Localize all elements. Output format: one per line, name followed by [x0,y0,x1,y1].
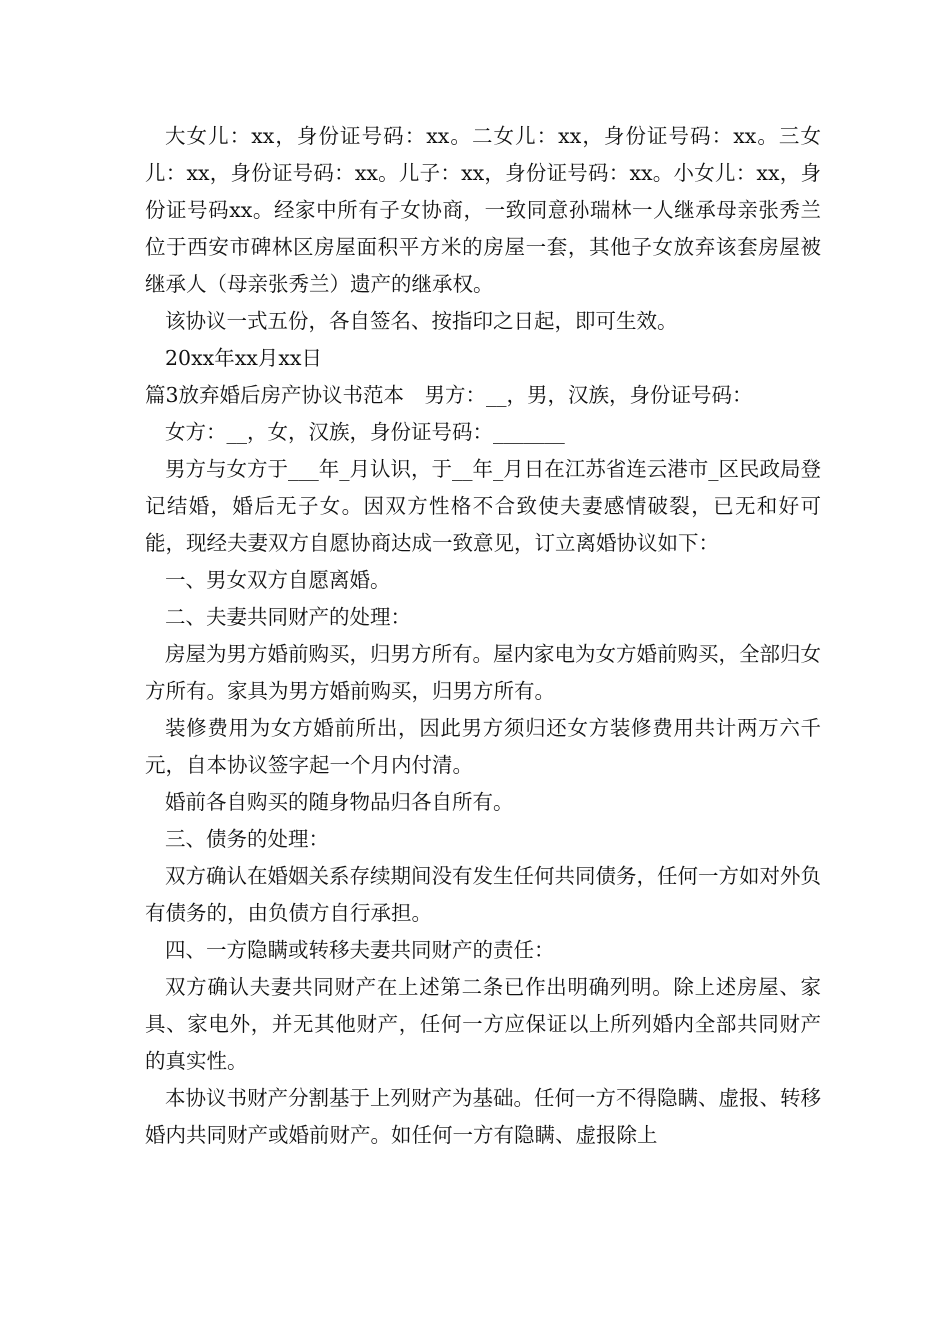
paragraph-marriage-background: 男方与女方于___年_月认识，于__年_月日在江苏省连云港市_区民政局登记结婚，婚后无子女。因双方性格不合致使夫妻感情破裂，已无和好可能，现经夫妻双方自愿协商达成一致意见，订立离婚协议如下： [145,457,821,555]
paragraph-house-property: 房屋为男方婚前购买，归男方所有。屋内家电为女方婚前购买，全部归女方所有。家具为男方婚前购买，归男方所有。 [145,642,821,703]
clause-2-heading: 二、夫妻共同财产的处理： [165,605,411,629]
section-title-template-3: 篇3放弃婚后房产协议书范本 男方：__，男，汉族，身份证号码： [145,383,753,407]
clause-4-heading: 四、一方隐瞒或转移夫妻共同财产的责任： [165,938,555,962]
paragraph-personal-items: 婚前各自购买的随身物品归各自所有。 [165,790,514,814]
paragraph-date: 20xx年xx月xx日 [165,346,322,370]
paragraph-agreement-validity: 该协议一式五份，各自签名、按指印之日起，即可生效。 [165,309,678,333]
document-body [145,118,821,1154]
paragraph-property-confirmation: 双方确认夫妻共同财产在上述第二条已作出明确列明。除上述房屋、家具、家电外，并无其他财产，任何一方应保证以上所列婚内全部共同财产的真实性。 [145,975,821,1073]
clause-1-divorce: 一、男女双方自愿离婚。 [165,568,391,592]
paragraph-renovation-cost: 装修费用为女方婚前所出，因此男方须归还女方装修费用共计两万六千元，自本协议签字起一个月内付清。 [145,716,821,777]
paragraph-female-party: 女方：__，女，汉族，身份证号码：_______ [165,420,565,444]
paragraph-inheritance-consent: 大女儿：xx，身份证号码：xx。二女儿：xx，身份证号码：xx。三女儿：xx，身份证号码：xx。儿子：xx，身份证号码：xx。小女儿：xx，身份证号码xx。经家中所有子女协商，一致同意孙瑞林一人继承母亲张秀兰位于西安市碑林区房屋面积平方米的房屋一套，其他子女放弃该套房屋被继承人（母亲张秀兰）遗产的继承权。 [145,124,821,296]
paragraph-debts: 双方确认在婚姻关系存续期间没有发生任何共同债务，任何一方如对外负有债务的，由负债方自行承担。 [145,864,821,925]
clause-3-heading: 三、债务的处理： [165,827,329,851]
paragraph-property-division-basis: 本协议书财产分割基于上列财产为基础。任何一方不得隐瞒、虚报、转移婚内共同财产或婚前财产。如任何一方有隐瞒、虚报除上 [145,1086,821,1147]
